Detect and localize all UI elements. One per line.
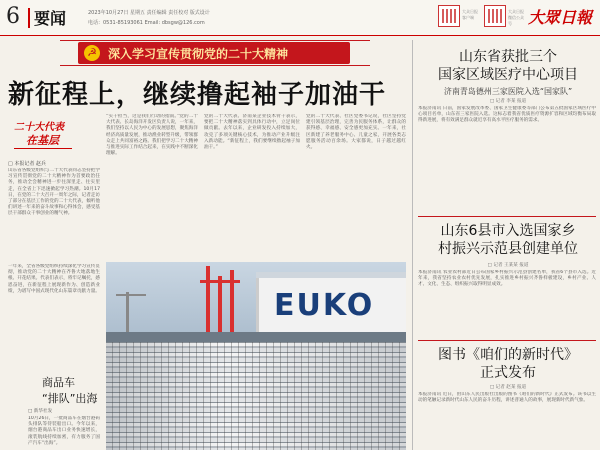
crane-shape xyxy=(206,266,210,336)
crane-shape xyxy=(218,276,222,336)
story1-title-line2[interactable]: 国家区域医疗中心项目 xyxy=(438,67,578,83)
column-tag-line2: 在基层 xyxy=(26,134,59,147)
column-tag xyxy=(8,114,72,154)
newspaper-logo: 大眾日報 xyxy=(528,8,593,27)
main-headline[interactable]: 新征程上，继续撸起袖子加油干 xyxy=(8,80,387,110)
page-number-divider xyxy=(28,8,30,28)
story1-subtitle: 济南青岛德州三家医院入选“国家队” xyxy=(443,87,573,96)
ship-name: EUKO xyxy=(274,288,375,323)
qr-caption-1: 大众日报客户端 xyxy=(462,9,478,20)
story-divider xyxy=(418,340,596,341)
story1-text: 本报济南讯 日前，国家发展改革委、国家卫生健康委等部门公布第五批国家区域医疗中心项目名单，山东省三家医院入选。这标志着我省优质医疗资源扩容和区域均衡布局取得新进展，将有效满足群众就近享有高水平医疗服务的需求。 xyxy=(418,106,596,124)
party-emblem-icon: ☭ xyxy=(84,45,100,61)
crane-shape xyxy=(116,294,146,296)
section-title: 要闻 xyxy=(34,9,67,28)
column-divider xyxy=(412,40,413,450)
photo-caption-title-line2: “排队”出海 xyxy=(42,392,98,405)
masthead xyxy=(0,0,600,36)
story1-title-line1[interactable]: 山东省获批三个 xyxy=(459,49,557,65)
story2-byline: □ 记者 王某某 报道 xyxy=(487,263,529,268)
photo-caption-title-line1: 商品车 xyxy=(42,376,75,389)
car-lot-shading xyxy=(106,342,406,450)
story2-title-line2[interactable]: 村振兴示范县创建单位 xyxy=(438,241,578,257)
column-tag-line1: 二十大代表 xyxy=(14,122,64,133)
article-column-1: 山东省各级党组织与二十大代表同志坚持把学习宣传贯彻党的二十大精神作为首要政治任务，推动全会精神进一步往深里走、往实里走，在全省上下迅速掀起学习热潮。10月17日，在党的二十大召开一周年之际，记者走访了部分在基层工作的党的二十大代表，倾听他们讲述一年来的奋斗故事和心得体会，感受基层干部群众干事创业的精气神。 xyxy=(8,168,100,217)
story2-title-line1[interactable]: 山东6县市入选国家乡 xyxy=(440,223,576,239)
story3-text: 本报济南讯 近日，由山东人民出版社出版的图书《咱们的新时代》正式发布。该书以生动的笔触记录新时代山东人民的奋斗历程，讲述普通人的故事，展现新时代新气象。 xyxy=(418,392,596,404)
masthead-meta-line1: 2023年10月27日 星期五 责任编辑 责任校对 版式设计 xyxy=(88,10,210,16)
column-tag-underline xyxy=(14,148,72,149)
photo-caption-text: 10月26日，一批商品车在烟台港码头排队等待装船出口。今年以来，烟台港商品车出口业务快速增长，滚装航线持续加密，有力服务了国产汽车“出海”。 xyxy=(28,416,100,446)
qr-code-icon[interactable] xyxy=(438,5,460,27)
dock xyxy=(106,332,406,342)
masthead-meta-line2: 电话：0531-85193061 Email: dbsgw@126.com xyxy=(88,20,205,26)
story3-title-line2[interactable]: 正式发布 xyxy=(480,365,536,381)
story2-text: 本报济南讯 农业农村部近日公布国家乡村振兴示范县创建名单，我省6个县市入选。近年来，我省坚持农业农村优先发展，扎实推进乡村振兴齐鲁样板建设，乡村产业、人才、文化、生态、组织振兴取得明显成效。 xyxy=(418,270,596,288)
article-column-2: “实干担当，这是我们行动的指南。”党的二十大代表、长岛海洋开发区负责人说，一年来，我们坚持以人民为中心的发展思想，聚焦海洋经济高质量发展，推动渔业转型升级，带领群众走上共同富裕之路。我们把学习二十大精神与推进实际工作结合起来，在实践中不断深化理解。 xyxy=(106,114,198,157)
article-column-3: 党的二十大代表、济南某企业技术骨干表示，要把二十大精神落实到具体行动中，立足岗位做贡献。去年以来，企业研发投入持续加大，攻克了多项关键核心技术，为推动产业升级注入新动能。“新征程上，我们要继续撸起袖子加油干。” xyxy=(204,114,300,151)
story-divider xyxy=(418,216,596,217)
crane-shape xyxy=(126,292,129,336)
story3-title-line1[interactable]: 图书《咱们的新时代》 xyxy=(438,347,578,363)
news-photo[interactable] xyxy=(106,262,406,450)
banner-text: 深入学习宣传贯彻党的二十大精神 xyxy=(108,47,289,61)
page-number: 6 xyxy=(6,4,20,29)
qr-code-icon[interactable] xyxy=(484,5,506,27)
story1-byline: □ 记者 李某 报道 xyxy=(489,99,527,104)
crane-shape xyxy=(200,280,240,283)
article-column-4: 党的二十大代表、社区党委书记说，社区坚持党建引领基层治理，完善为民服务体系，让群众的获得感、幸福感、安全感更加充实。一年来，社区新建了养老服务中心、儿童之家，开展各类志愿服务活动百余场。大家都说，日子越过越红火。 xyxy=(306,114,406,151)
main-byline: □ 本报记者 赵兵 xyxy=(8,161,46,167)
topic-banner xyxy=(78,42,350,64)
photo-credit: □ 新华社发 xyxy=(28,409,53,414)
article-column-5: 一年来，全省各级党组织持续深化学习宣传贯彻，推动党的二十大精神在齐鲁大地落地生根、开花结果。代表们表示，将牢记嘱托，感恩奋进，在新征程上展现新作为、创造新业绩，为谱写中国式现代化山东篇章贡献力量。 xyxy=(8,264,100,294)
story3-byline: □ 记者 赵某 报道 xyxy=(489,385,527,390)
qr-caption-2: 大众日报微信公众号 xyxy=(508,9,524,26)
